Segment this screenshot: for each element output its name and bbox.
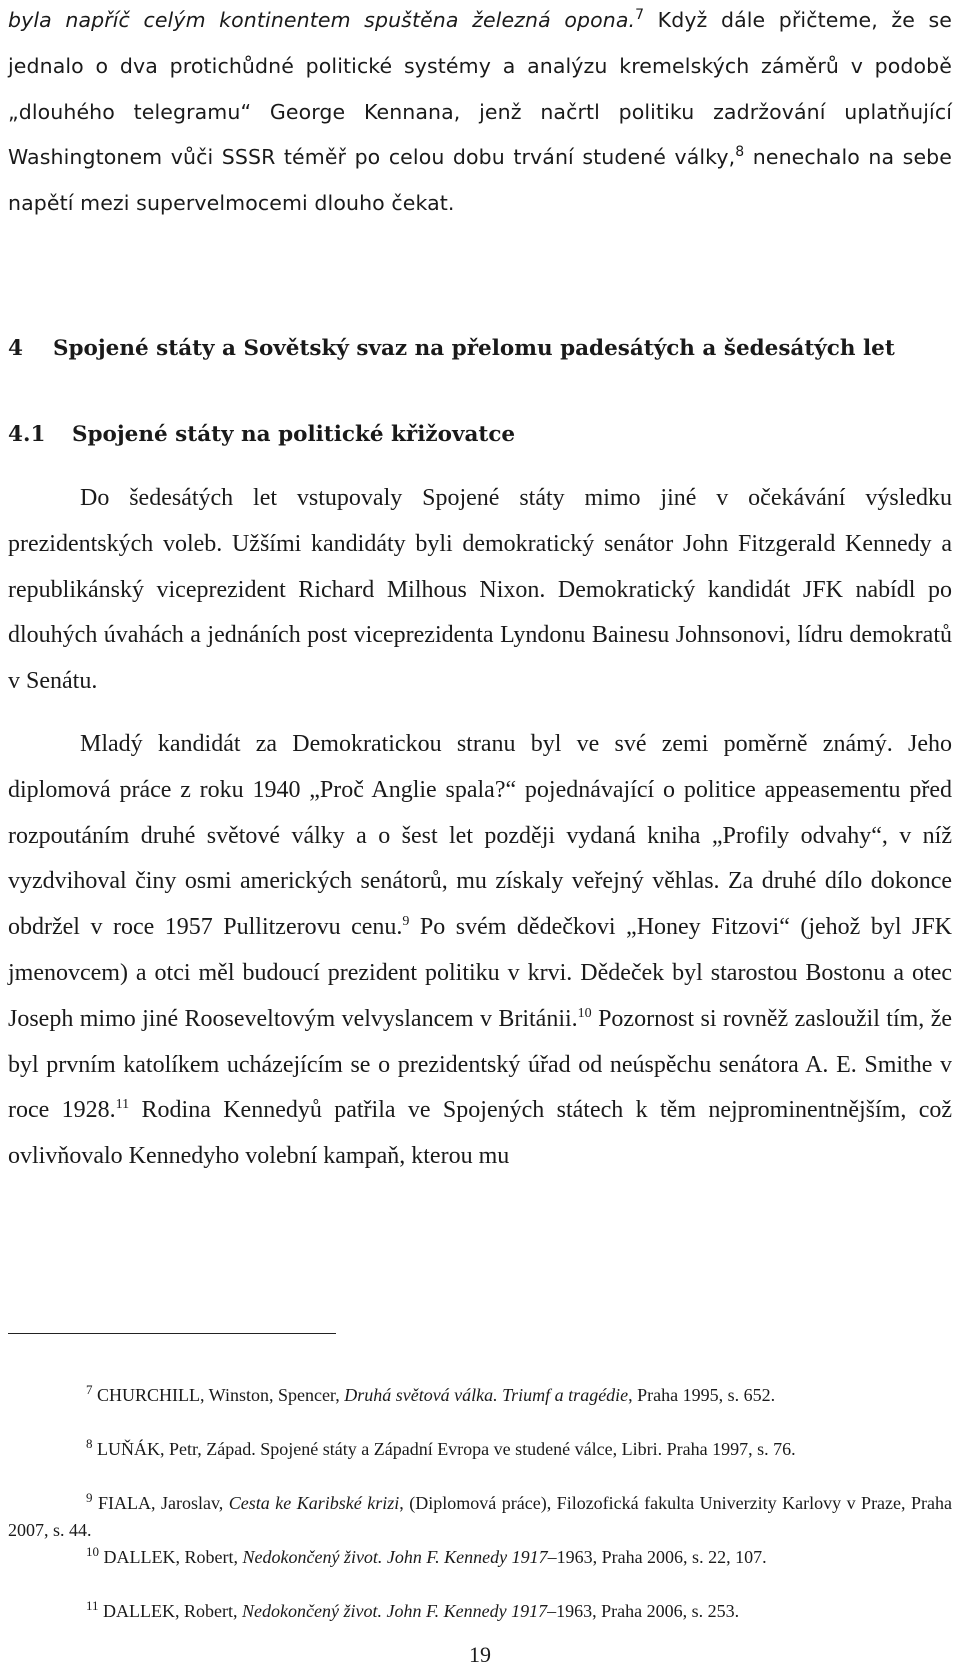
footnote-7 — [8, 1382, 952, 1409]
footnote-separator — [8, 1333, 336, 1334]
chapter-number: 4 — [8, 336, 23, 361]
section-number: 4.1 — [8, 422, 46, 447]
footnote-ref-7[interactable]: 7 — [635, 7, 645, 24]
footnote-10 — [8, 1544, 952, 1571]
footnote-number: 9 — [86, 1490, 93, 1505]
footnote-number: 10 — [86, 1544, 99, 1559]
footnote-title: Nedokončený život. John F. Kennedy 1917 — [242, 1547, 548, 1567]
page-number: 19 — [469, 1642, 491, 1667]
kennedy-text-4: Rodina Kennedyů patřila ve Spojených státech k těm nejprominentnějším, což ovlivňovalo Kennedyho volební kampaň, kterou mu — [8, 1097, 952, 1170]
chapter-heading — [8, 336, 895, 361]
intro-paragraph — [8, 0, 952, 227]
footnote-8 — [8, 1436, 952, 1463]
footnote-number: 11 — [86, 1598, 99, 1613]
intro-text-2: nenechalo na sebe napětí mezi supervelmocemi dlouho čekat. — [8, 145, 952, 216]
footnote-text: –1963, Praha 2006, s. 22, 107. — [547, 1547, 767, 1567]
footnote-text: DALLEK, Robert, — [98, 1601, 243, 1621]
footnote-number: 8 — [86, 1436, 93, 1451]
paragraph-kennedy — [8, 722, 952, 1180]
kennedy-text-2: Po svém dědečkovi „Honey Fitzovi“ (jehož byl JFK jmenovcem) a otci měl budoucí prezident politiku v krvi. Dědeček byl starostou Bostonu a otec Joseph mimo jiné Rooseveltovým velvyslancem v Británii. — [8, 914, 953, 1032]
section-title: Spojené státy na politické křižovatce — [72, 422, 516, 447]
footnote-number: 7 — [86, 1382, 93, 1397]
footnote-11 — [8, 1598, 952, 1625]
section-heading — [8, 422, 515, 447]
footnote-9 — [8, 1490, 952, 1544]
footnote-ref-8[interactable]: 8 — [735, 144, 745, 161]
footnote-ref-9[interactable]: 9 — [402, 914, 410, 930]
footnote-title: Druhá světová válka. Triumf a tragédie — [344, 1385, 629, 1405]
footnote-text: CHURCHILL, Winston, Spencer, — [92, 1385, 345, 1405]
footnote-text: FIALA, Jaroslav, — [92, 1493, 229, 1513]
footnote-text: –1963, Praha 2006, s. 253. — [547, 1601, 740, 1621]
footnote-text: DALLEK, Robert, — [99, 1547, 243, 1567]
footnote-text: , Praha 1995, s. 652. — [628, 1385, 776, 1405]
footnote-ref-10[interactable]: 10 — [577, 1005, 592, 1021]
footnote-title: Cesta ke Karibské krizi — [228, 1493, 400, 1513]
kennedy-text-3: Pozornost si rovněž zasloužil tím, že byl prvním katolíkem ucházejícím se o prezidentský úřad od neúspěchu senátora A. E. Smithe v roce 1928. — [8, 1005, 952, 1124]
footnote-ref-11[interactable]: 11 — [115, 1097, 130, 1113]
footnote-text: LUŇÁK, Petr, Západ. Spojené státy a Západní Evropa ve studené válce, Libri. Praha 1997, s. 76. — [92, 1439, 796, 1459]
kennedy-text-1: Mladý kandidát za Demokratickou stranu byl ve své zemi poměrně známý. Jeho diplomová práce z roku 1940 „Proč Anglie spala?“ pojednávající o politice appeasementu před rozpoutáním druhé světové války a o šest let později vydaná kniha „Profily odvahy“, v níž vyzdvihoval činy osmi amerických senátorů, mu získaly veřejný věhlas. Za druhé dílo dokonce obdržel v roce 1957 Pullitzerovu cenu. — [8, 731, 952, 941]
chapter-title: Spojené státy a Sovětský svaz na přelomu padesátých a šedesátých let — [53, 336, 895, 361]
footnote-text: , (Diplomová práce), Filozofická fakulta Univerzity Karlovy v Praze, Praha 2007, s. 44. — [8, 1493, 953, 1540]
intro-text-1: Když dále přičteme, že se jednalo o dva protichůdné politické systémy a analýzu kremelských záměrů v podobě „dlouhého telegramu“ George Kennana, jenž načrtl politiku zadržování uplatňující Washingtonem vůči SSSR téměř po celou dobu trvání studené války, — [8, 8, 952, 170]
intro-italic: byla napříč celým kontinentem spuštěna železná opona. — [8, 8, 636, 32]
paragraph-elections: Do šedesátých let vstupovaly Spojené státy mimo jiné v očekávání výsledku prezidentských voleb. Užšími kandidáty byli demokratický senátor John Fitzgerald Kennedy a republikánský viceprezident Richard Milhous Nixon. Demokratický kandidát JFK nabídl po dlouhých úvahách a jednáních post viceprezidenta Lyndonu Bainesu Johnsonovi, lídru demokratů v Senátu. — [8, 485, 952, 695]
footnote-title: Nedokončený život. John F. Kennedy 1917 — [242, 1601, 548, 1621]
